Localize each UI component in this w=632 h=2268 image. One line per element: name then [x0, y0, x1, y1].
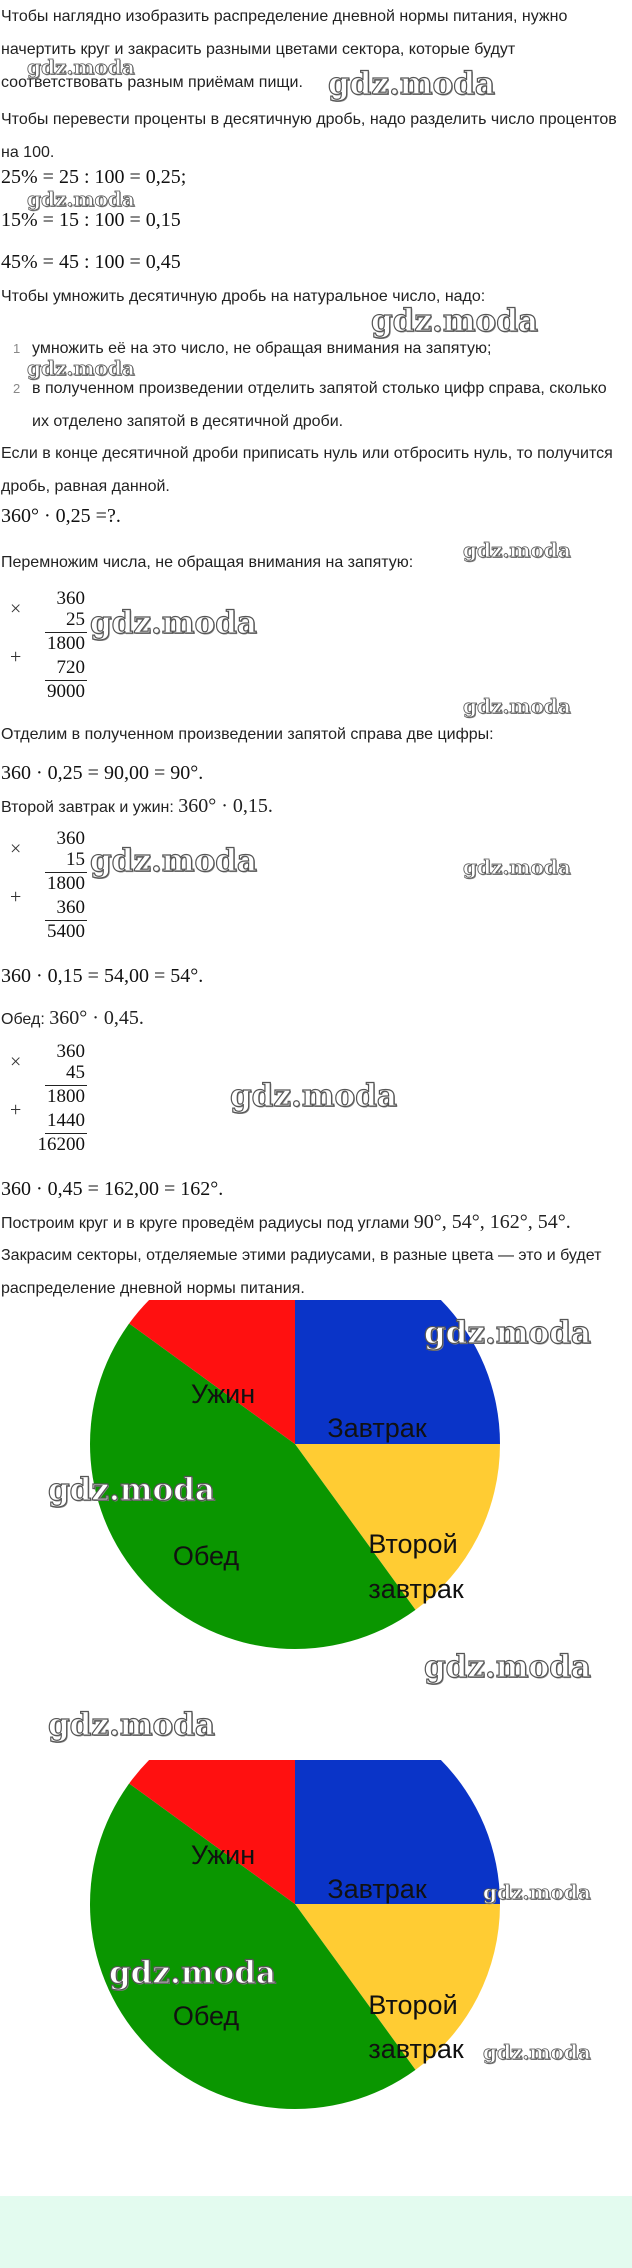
color-note: Закрасим секторы, отделяемые этими радиусами, в разные цвета — это и будет распределение дневной нормы питания.: [1, 1247, 602, 1297]
result-lunch-angle: 360 · 0,45 = 162,00 = 162°.: [1, 1178, 224, 1200]
plus-sign: +: [10, 1099, 22, 1121]
watermark: gdz.moda: [27, 55, 135, 79]
pie-chart-2: [0, 1760, 632, 2180]
percent-intro-paragraph: Чтобы перевести проценты в десятичную дробь, надо разделить число процентов на 100.: [1, 111, 617, 161]
watermark: gdz.moda: [483, 2040, 591, 2064]
multiplicand: 360: [56, 828, 85, 849]
partial-product-1: 1800: [47, 1086, 85, 1107]
watermark: gdz.moda: [109, 1955, 276, 1991]
list-item-text: в полученном произведении отделить запятой столько цифр справа, сколько их отделено запятой в десятичной дроби.: [32, 380, 607, 430]
watermark: gdz.moda: [48, 1707, 215, 1743]
multiplier: 15: [66, 849, 85, 870]
product-result: 9000: [47, 681, 85, 702]
partial-product-1: 1800: [47, 633, 85, 654]
equation-45-percent: 45% = 45 : 100 = 0,45: [1, 251, 181, 273]
equation-15-percent: 15% = 15 : 100 = 0,15: [1, 209, 181, 231]
pie-label-second-breakfast-line2: завтрак: [368, 2034, 464, 2064]
column-multiplication-3: [0, 1037, 120, 1167]
multiplier: 45: [66, 1062, 85, 1083]
list-number: 2: [13, 381, 21, 396]
watermark: gdz.moda: [424, 1315, 591, 1351]
watermark: gdz.moda: [328, 66, 495, 102]
product-result: 16200: [37, 1134, 85, 1155]
watermark: gdz.moda: [90, 843, 257, 879]
pie-label-lunch: Обед: [172, 1541, 240, 1571]
watermark: gdz.moda: [27, 356, 135, 380]
intro-paragraph: Чтобы наглядно изобразить распределение дневной нормы питания, нужно начертить круг и закрасить разными цветами сектора, которые будут соответствовать разным приёмам пищи.: [1, 8, 568, 91]
product-result: 5400: [47, 921, 85, 942]
partial-product-2: 1440: [47, 1110, 85, 1131]
pie-label-lunch: Обед: [172, 2001, 240, 2031]
times-sign: ×: [10, 1051, 22, 1073]
lunch-label: Обед:: [1, 1011, 50, 1028]
pie-label-second-breakfast-line1: Второй: [368, 1529, 458, 1559]
pie-label-breakfast: Завтрак: [327, 1413, 427, 1443]
plus-sign: +: [10, 886, 22, 908]
pie-label-second-breakfast-line2: завтрак: [368, 1574, 464, 1604]
multiplier: 25: [66, 609, 85, 630]
watermark: gdz.moda: [483, 1880, 591, 1904]
angles-expression: 90°, 54°, 162°, 54°.: [413, 1211, 571, 1233]
equation-25-percent: 25% = 25 : 100 = 0,25;: [1, 166, 187, 188]
partial-product-2: 360: [56, 897, 85, 918]
watermark: gdz.moda: [27, 187, 135, 211]
multiplicand: 360: [56, 588, 85, 609]
result-second-breakfast-angle: 360 · 0,15 = 54,00 = 54°.: [1, 965, 204, 987]
second-breakfast-label: Второй завтрак и ужин:: [1, 799, 179, 816]
partial-product-1: 1800: [47, 873, 85, 894]
result-breakfast-angle: 360 · 0,25 = 90,00 = 90°.: [1, 762, 204, 784]
question-expression: 360° · 0,25 =?.: [1, 505, 121, 527]
pie-label-dinner: Ужин: [190, 1840, 256, 1870]
second-breakfast-line: [1, 790, 631, 824]
watermark: gdz.moda: [48, 1472, 215, 1508]
multiplicand: 360: [56, 1041, 85, 1062]
column-multiplication-1: [0, 584, 120, 714]
second-breakfast-expression: 360° · 0,15.: [178, 795, 273, 817]
watermark: gdz.moda: [230, 1078, 397, 1114]
watermark: gdz.moda: [463, 538, 571, 562]
pie-label-second-breakfast-line1: Второй: [368, 1990, 458, 2020]
footer-band: [0, 2196, 632, 2268]
times-sign: ×: [10, 838, 22, 860]
lunch-line: [1, 1002, 631, 1036]
zero-rule-paragraph: Если в конце десятичной дроби приписать нуль или отбросить нуль, то получится дробь, равная данной.: [1, 445, 613, 495]
list-number: 1: [13, 341, 21, 356]
partial-product-2: 720: [56, 657, 85, 678]
watermark: gdz.moda: [90, 605, 257, 641]
lunch-expression: 360° · 0,45.: [49, 1007, 144, 1029]
list-item-text: умножить её на это число, не обращая внимания на запятую;: [32, 340, 492, 357]
watermark: gdz.moda: [463, 855, 571, 879]
multiply-note: Перемножим числа, не обращая внимания на запятую:: [1, 554, 414, 571]
separate-note: Отделим в полученном произведении запятой справа две цифры:: [1, 726, 494, 743]
plus-sign: +: [10, 646, 22, 668]
build-circle-label: Построим круг и в круге проведём радиусы под углами: [1, 1215, 414, 1232]
multiply-rule-intro: Чтобы умножить десятичную дробь на натуральное число, надо:: [1, 288, 486, 305]
pie-label-dinner: Ужин: [190, 1379, 256, 1409]
list-item: [0, 372, 630, 442]
watermark: gdz.moda: [371, 303, 538, 339]
times-sign: ×: [10, 598, 22, 620]
watermark: gdz.moda: [463, 694, 571, 718]
build-circle-line: [1, 1206, 631, 1240]
pie-label-breakfast: Завтрак: [327, 1874, 427, 1904]
watermark: gdz.moda: [424, 1649, 591, 1685]
